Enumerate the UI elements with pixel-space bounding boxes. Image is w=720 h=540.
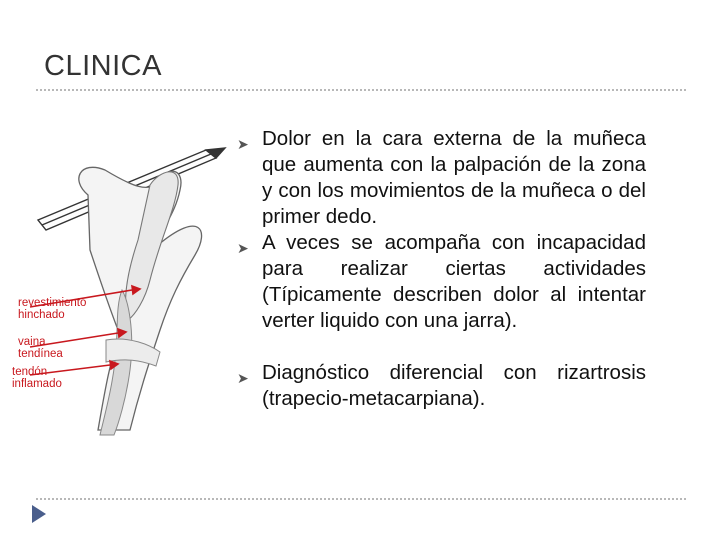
- bullet-item: [232, 126, 646, 230]
- slide-title: CLINICA: [44, 50, 162, 82]
- bullet-text: Diagnóstico diferencial con rizartrosis (trapecio-metacarpiana).: [262, 361, 646, 410]
- label-tendon-sheath: vaina tendínea: [18, 336, 63, 360]
- next-slide-arrow-icon[interactable]: [32, 505, 46, 528]
- bullet-text: Dolor en la cara externa de la muñeca que aumenta con la palpación de la zona y con los movimientos de la muñeca o del primer dedo.: [262, 127, 646, 228]
- bullet-arrow-icon: ➤: [237, 240, 249, 256]
- top-divider: [36, 89, 686, 91]
- bottom-divider: [36, 498, 686, 500]
- bullet-item: [232, 230, 646, 334]
- wrist-tendon-illustration: [10, 140, 235, 440]
- bullet-item: [232, 360, 646, 412]
- bullet-text: A veces se acompaña con incapacidad para realizar ciertas actividades (Típicamente describen dolor al intentar verter liquido con una jarra).: [262, 231, 646, 332]
- bullet-arrow-icon: ➤: [237, 136, 249, 152]
- bullet-list: [232, 126, 646, 412]
- hand-pencil-drawing: [10, 140, 235, 440]
- bullet-arrow-icon: ➤: [237, 370, 249, 386]
- label-inflamed-tendon: tendón inflamado: [12, 366, 62, 390]
- label-swollen-sheath: revestimiento hinchado: [18, 297, 87, 321]
